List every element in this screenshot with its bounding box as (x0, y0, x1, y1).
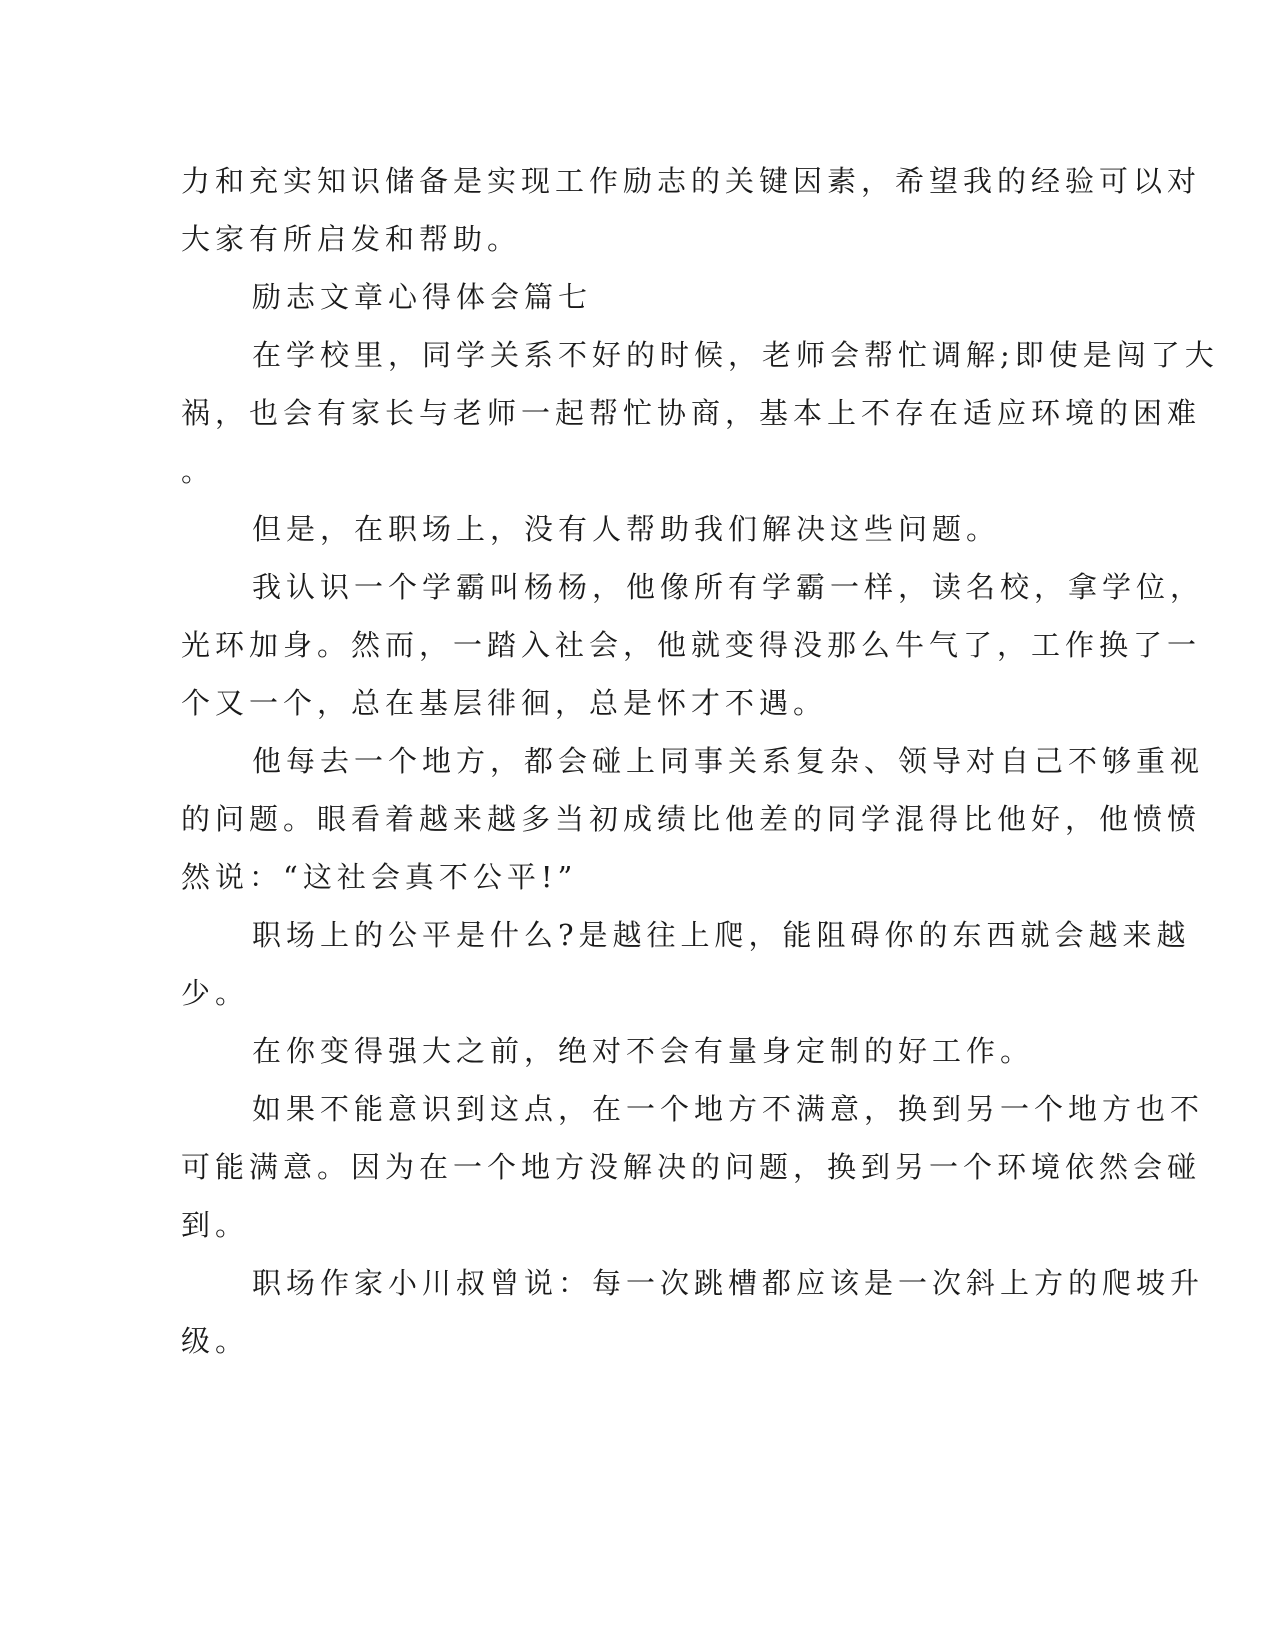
paragraph-line: 如果不能意识到这点，在一个地方不满意，换到另一个地方也不 (252, 1092, 1205, 1126)
paragraph-line: 。 (181, 454, 216, 488)
paragraph-line: 祸，也会有家长与老师一起帮忙协商，基本上不存在适应环境的困难 (181, 396, 1202, 430)
paragraph-line: 他每去一个地方，都会碰上同事关系复杂、领导对自己不够重视 (252, 744, 1205, 778)
paragraph-line: 在学校里，同学关系不好的时候，老师会帮忙调解;即使是闯了大 (252, 338, 1219, 372)
paragraph-line: 力和充实知识储备是实现工作励志的关键因素，希望我的经验可以对 (181, 164, 1202, 198)
paragraph-line: 我认识一个学霸叫杨杨，他像所有学霸一样，读名校，拿学位， (252, 570, 1205, 604)
paragraph-line: 但是，在职场上，没有人帮助我们解决这些问题。 (252, 512, 1001, 546)
paragraph-line: 可能满意。因为在一个地方没解决的问题，换到另一个环境依然会碰 (181, 1150, 1202, 1184)
paragraph-line: 职场上的公平是什么?是越往上爬，能阻碍你的东西就会越来越 (252, 918, 1191, 952)
paragraph-line: 光环加身。然而，一踏入社会，他就变得没那么牛气了，工作换了一 (181, 628, 1202, 662)
paragraph-line: 大家有所启发和帮助。 (181, 222, 522, 256)
paragraph-line: 到。 (181, 1208, 250, 1242)
paragraph-line: 然说：“这社会真不公平!” (181, 860, 578, 894)
paragraph-line: 职场作家小川叔曾说：每一次跳槽都应该是一次斜上方的爬坡升 (252, 1266, 1205, 1300)
paragraph-line: 的问题。眼看着越来越多当初成绩比他差的同学混得比他好，他愤愤 (181, 802, 1202, 836)
paragraph-line: 在你变得强大之前，绝对不会有量身定制的好工作。 (252, 1034, 1035, 1068)
paragraph-line: 少。 (181, 976, 250, 1010)
section-heading: 励志文章心得体会篇七 (252, 280, 593, 314)
paragraph-line: 级。 (181, 1324, 250, 1358)
paragraph-line: 个又一个，总在基层徘徊，总是怀才不遇。 (181, 686, 828, 720)
